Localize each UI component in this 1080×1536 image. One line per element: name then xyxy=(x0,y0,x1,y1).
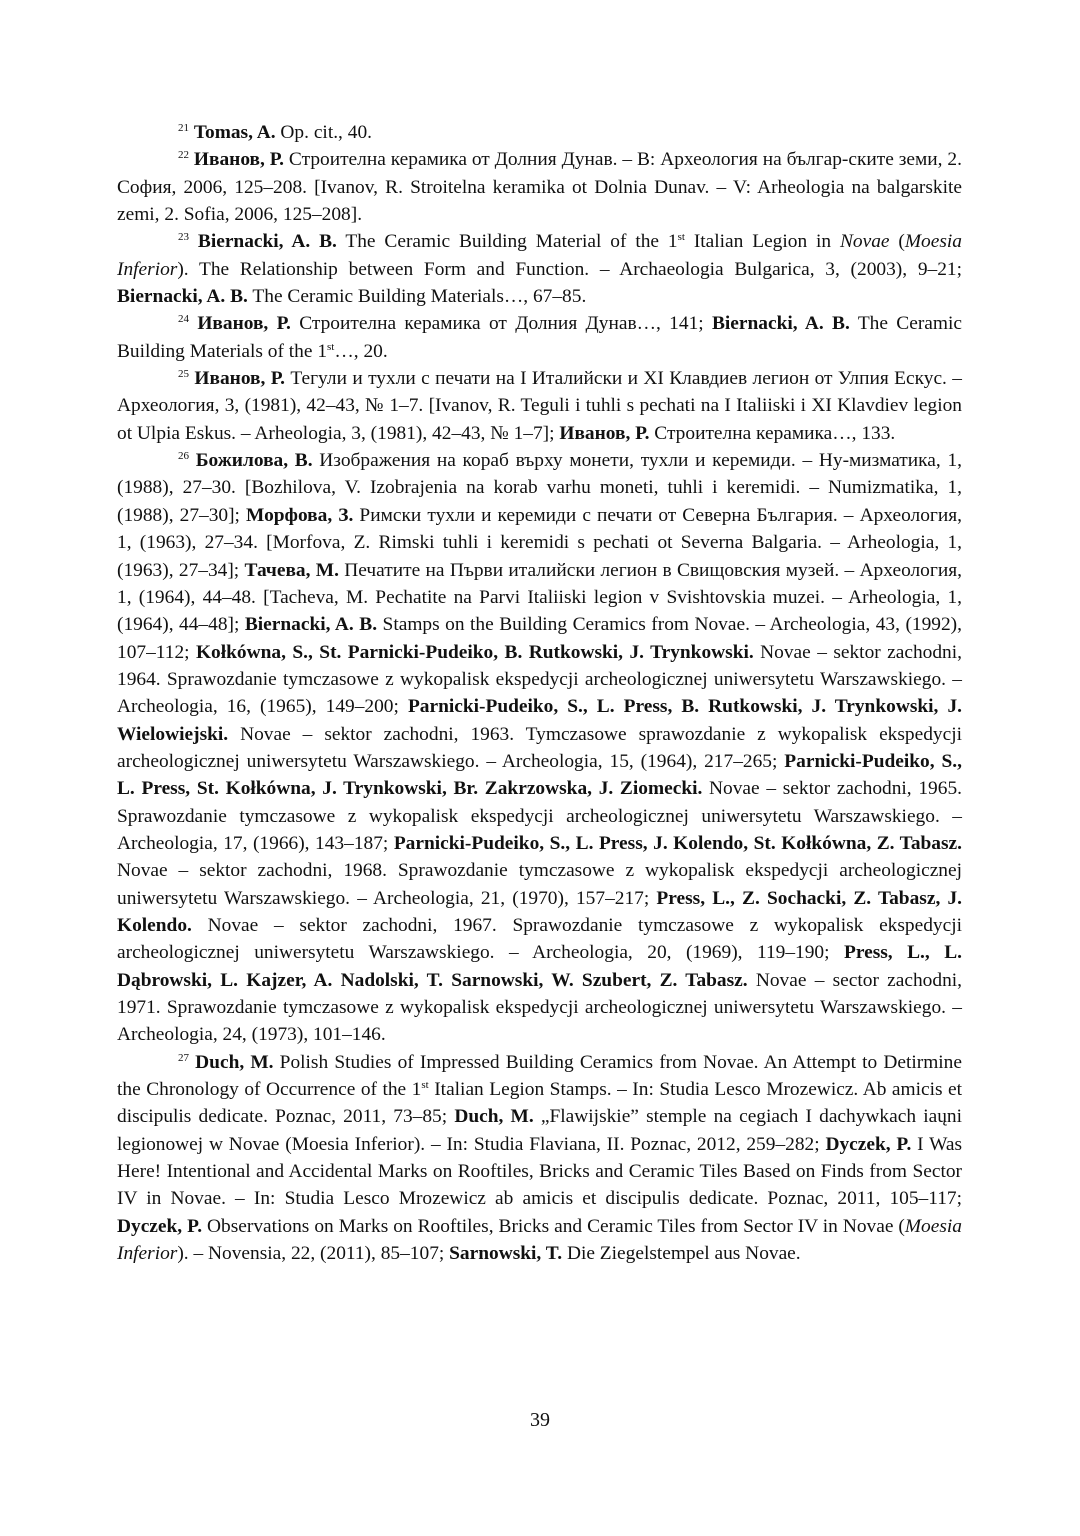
italic-text: Moesia Inferior xyxy=(117,231,962,280)
citation-text: ). – Novensia, 22, (2011), 85–107; xyxy=(177,1243,450,1265)
footnote-number: 21 xyxy=(178,122,189,134)
footnote-26 xyxy=(117,447,962,1049)
author-name: Dyczek, P. xyxy=(117,1215,203,1237)
ordinal-superscript: st xyxy=(421,1079,429,1092)
author-name: Божилова, В. xyxy=(195,450,313,472)
citation-text: The Ceramic Building Materials…, 67–85. xyxy=(247,286,587,308)
citation-text: Печатите на Първи италийски легион в Свищовския музей. – Археология, 1, (1964), 44–48. [Tacheva, M. Pechatite na Parvi Italiiski legion v Svishtovskia muzei. – Arheologia, 1, (1964), 44–48]; xyxy=(117,559,962,636)
author-name: Parnicki-Pudeiko, S., L. Press, J. Kolendo, St. Kołkówna, Z. Tabasz. xyxy=(393,832,962,854)
citation-text: „Flawijskie” stemple na cegiach I dachywkach iaųni legionowej w Novae (Moesia Inferior). – In: Studia Flaviana, II. Poznac, 2012, 259–282; xyxy=(117,1106,962,1155)
author-name: Kołkówna, S., St. Parnicki-Pudeiko, B. Rutkowski, J. Trynkowski. xyxy=(195,641,754,663)
author-name: Dyczek, P. xyxy=(825,1133,912,1155)
footnote-number: 23 xyxy=(178,231,189,244)
citation-text: The Ceramic Building Material of the 1 xyxy=(336,231,678,253)
footnote-21 xyxy=(117,119,962,146)
author-name: Иванов, Р. xyxy=(194,368,285,390)
citation-text: Novae – sektor zachodni, 1965. Sprawozdanie tymczasowe z wykopalisk ekspedycji archeologicznej uniwersytetu Warszawskiego. – Archeologia, 17, (1966), 143–187; xyxy=(117,778,962,854)
citation-text: …, 20. xyxy=(334,340,388,362)
citation-text: Italian Legion in xyxy=(684,231,840,253)
author-name: Иванов, Р. xyxy=(193,149,285,171)
citation-text: Polish Studies of Impressed Building Ceramics from Novae. An Attempt to Detirmine the Chronology of Occurrence of the 1 xyxy=(117,1051,962,1101)
author-name: Biernacki, A. B. xyxy=(117,286,248,308)
citation-text: The Ceramic Building Materials of the 1 xyxy=(117,313,962,362)
citation-text: Novae – sector zachodni, 1971. Sprawozdanie tymczasowe z wykopalisk ekspedycji archeologicznej uniwersytetu Warszawskiego. – Archeologia, 24, (1973), 101–146. xyxy=(117,969,962,1046)
author-name: Иванов, Р. xyxy=(559,422,650,444)
citation-text: Строителна керамика от Долния Дунав. – В: Археология на българ-ските земи, 2. София, 2006, 125–208. [Ivanov, R. Stroitelna keramika ot Dolnia Dunav. – V: Arheologia na balgarskite zemi, 2. Sofia, 2006, 125–208]. xyxy=(117,149,962,226)
author-name: Duch, M. xyxy=(195,1051,274,1073)
footnote-number: 24 xyxy=(178,313,189,326)
author-name: Duch, M. xyxy=(454,1106,534,1128)
citation-text: Observations on Marks on Rooftiles, Bricks and Ceramic Tiles from Sector IV in Novae ( xyxy=(202,1215,905,1237)
footnote-22 xyxy=(117,146,962,228)
citation-text: Italian Legion Stamps. – In: Studia Lesco Mrozewicz. Ab amicis et discipulis dedicate. Poznac, 2011, 73–85; xyxy=(117,1079,962,1128)
footnote-25 xyxy=(117,365,962,447)
citation-text: Die Ziegelstempel aus Novae. xyxy=(562,1243,801,1265)
citation-text: Novae – sektor zachodni, 1968. Sprawozdanie tymczasowe z wykopalisk ekspedycji archeologicznej uniwersytetu Warszawskiego. – Archeologia, 21, (1970), 157–217; xyxy=(117,860,962,909)
italic-text: Moesia Inferior xyxy=(117,1215,962,1265)
citation-text: ( xyxy=(889,231,905,253)
author-name: Sarnowski, T. xyxy=(449,1243,563,1265)
citation-text: Римски тухли и керемиди с печати от Северна България. – Археология, 1, (1963), 27–34. [Morfova, Z. Rimski tuhli i keremidi s pechati ot Severna Balgaria. – Arheologia, 1, (1963), 27–34]; xyxy=(117,504,963,581)
footnote-24 xyxy=(117,310,962,365)
citation-text: Novae – sektor zachodni, 1964. Sprawozdanie tymczasowe z wykopalisk ekspedycji archeologicznej uniwersytetu Warszawskiego. – Archeologia, 16, (1965), 149–200; xyxy=(117,641,962,718)
author-name: Parnicki-Pudeiko, S., L. Press, St. Kołkówna, J. Trynkowski, Br. Zakrzowska, J. Ziomecki. xyxy=(117,750,962,800)
citation-text: Stamps on the Building Ceramics from Novae. – Archeologia, 43, (1992), 107–112; xyxy=(117,614,962,663)
author-name: Press, L., L. Dąbrowski, L. Kajzer, A. Nadolski, T. Sarnowski, W. Szubert, Z. Tabasz. xyxy=(117,942,962,991)
citation-text: ). The Relationship between Form and Function. – Archaeologia Bulgarica, 3, (2003), 9–21; xyxy=(177,258,962,280)
author-name: Biernacki, A. B. xyxy=(244,614,378,636)
author-name: Морфова, З. xyxy=(246,504,354,526)
citation-text: I Was Here! Intentional and Accidental Marks on Rooftiles, Bricks and Ceramic Tiles Based on Finds from Sector IV in Novae. – In: Studia Lesco Mrozewicz ab amicis et discipulis dedicate. Poznac, 2011, 105–117; xyxy=(117,1133,962,1210)
ordinal-superscript: st xyxy=(327,340,335,353)
footnote-23 xyxy=(117,228,962,310)
italic-text: Novae xyxy=(840,231,890,253)
footnote-number: 25 xyxy=(178,368,189,381)
ordinal-superscript: st xyxy=(677,231,685,244)
footnotes-block xyxy=(117,119,962,1267)
citation-text: Тегули и тухли с печати на I Италийски и XI Клавдиев легион от Улпия Ескус. – Археология, 3, (1981), 42–43, № 1–7. [Ivanov, R. Teguli i tuhli s pechati na I Italiiski i XI Klavdiev legion ot Ulpia Eskus. – Arheologia, 3, (1981), 42–43, № 1–7]; xyxy=(117,368,962,444)
footnote-27 xyxy=(117,1049,962,1268)
citation-text: Novae – sektor zachodni, 1967. Sprawozdanie tymczasowe z wykopalisk ekspedycji archeologicznej uniwersytetu Warszawskiego. – Archeologia, 20, (1969), 119–190; xyxy=(117,914,962,964)
footnote-number: 26 xyxy=(178,450,189,463)
author-name: Parnicki-Pudeiko, S., L. Press, B. Rutkowski, J. Trynkowski, J. Wielowiejski. xyxy=(117,696,962,745)
page-number: 39 xyxy=(530,1409,550,1431)
citation-text: Изображения на кораб върху монети, тухли и керемиди. – Ну-мизматика, 1, (1988), 27–30. [Bozhilova, V. Izobrajenia na korab varhu moneti, tuhli i keremidi. – Numizmatika, 1, (1988), 27–30]; xyxy=(117,450,962,526)
footnote-number: 22 xyxy=(178,149,189,162)
author-name: Biernacki, A. B. xyxy=(197,231,337,253)
author-name: Tomas, A. xyxy=(193,122,276,143)
citation-text: Novae – sektor zachodni, 1963. Tymczasowe sprawozdanie z wykopalisk ekspedycji archeologicznej uniwersytetu Warszawskiego. – Archeologia, 15, (1964), 217–265; xyxy=(117,723,962,772)
author-name: Press, L., Z. Sochacki, Z. Tabasz, J. Kolendo. xyxy=(117,887,963,936)
author-name: Иванов, Р. xyxy=(197,313,291,335)
author-name: Тачева, М. xyxy=(244,559,339,581)
author-name: Biernacki, A. B. xyxy=(711,313,850,335)
footnote-number: 27 xyxy=(178,1051,189,1064)
citation-text: Op. cit., 40. xyxy=(275,122,372,143)
citation-text: Строителна керамика…, 133. xyxy=(649,422,896,444)
citation-text: Строителна керамика от Долния Дунав…, 141; xyxy=(290,313,712,335)
